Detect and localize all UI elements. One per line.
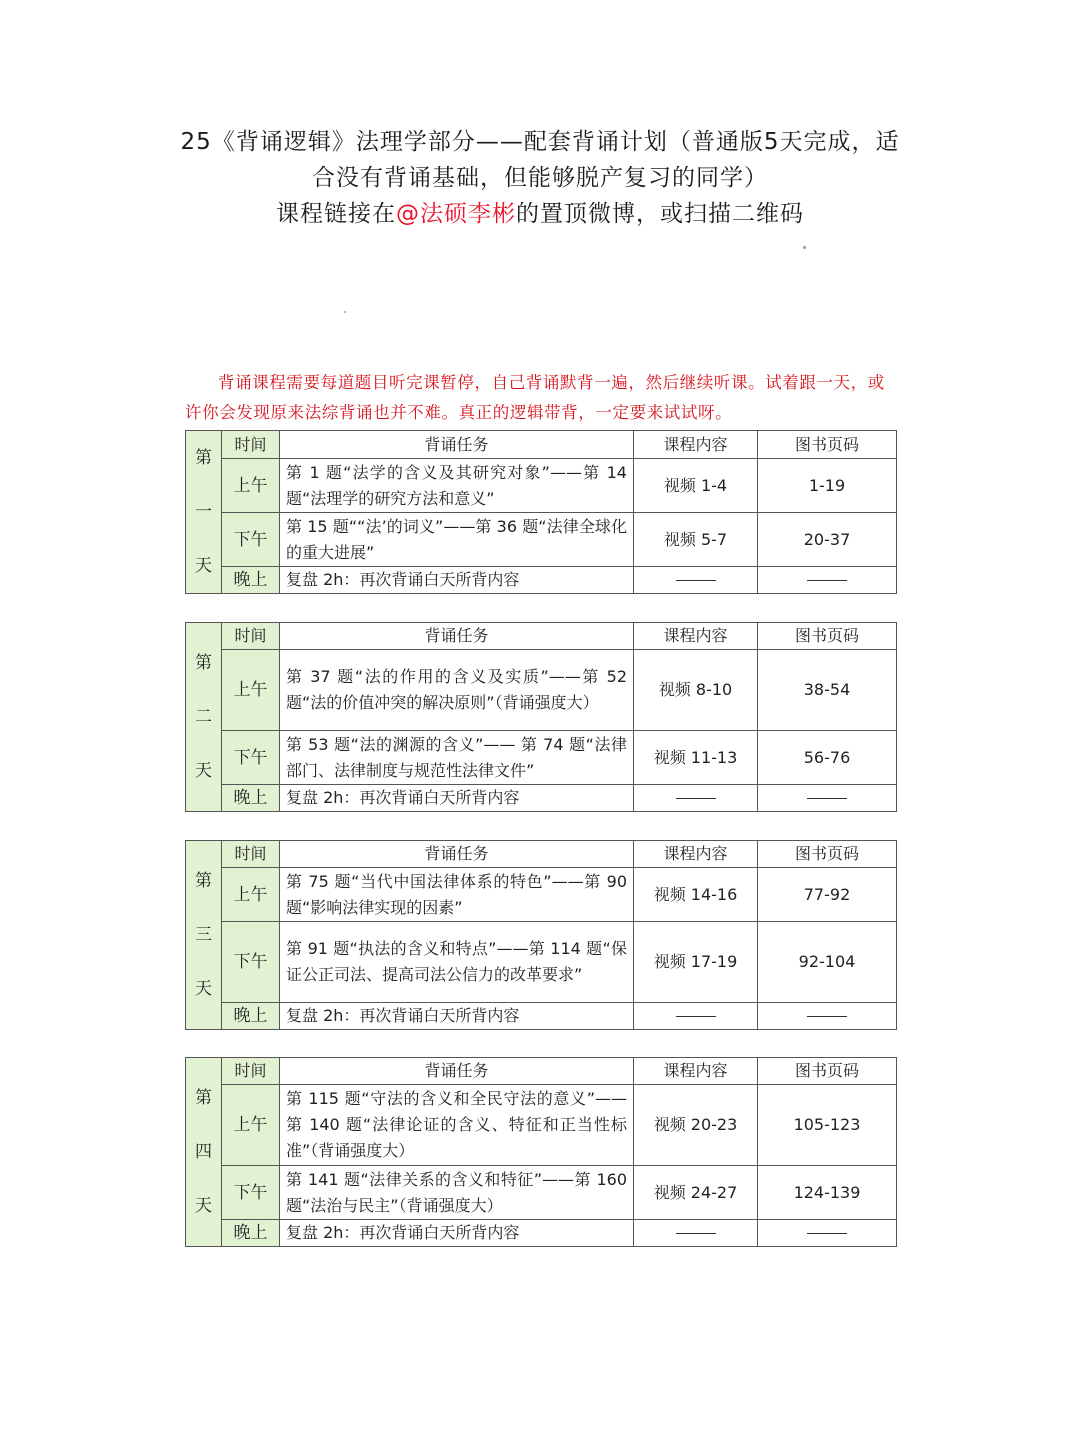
task-cell: 第 53 题“法的渊源的含义”—— 第 74 题“法律部门、法律制度与规范性法律文件” <box>280 731 634 785</box>
pages-cell: 1-19 <box>758 459 897 513</box>
pages-cell: 56-76 <box>758 731 897 785</box>
col-task-header: 背诵任务 <box>280 431 634 459</box>
task-cell: 第 1 题“法学的含义及其研究对象”——第 14 题“法理学的研究方法和意义” <box>280 459 634 513</box>
task-cell: 复盘 2h：再次背诵白天所背内容 <box>280 785 634 812</box>
col-time-header: 时间 <box>222 431 280 459</box>
instruction-notice: 背诵课程需要每道题目听完课暂停，自己背诵默背一遍，然后继续听课。试着跟一天，或许你会发现原来法综背诵也并不难。真正的逻辑带背，一定要来试试呀。 <box>185 373 885 422</box>
col-task-header: 背诵任务 <box>280 1058 634 1085</box>
pages-cell <box>758 1220 897 1247</box>
col-pages-header: 图书页码 <box>758 841 897 868</box>
day-label: 第 一 天 <box>186 431 222 594</box>
dash-placeholder <box>807 1016 847 1017</box>
task-cell: 第 75 题“当代中国法律体系的特色”——第 90 题“影响法律实现的因素” <box>280 868 634 922</box>
time-cell: 晚上 <box>222 1003 280 1030</box>
day-label: 第 二 天 <box>186 623 222 812</box>
day-4-table <box>185 1057 897 1247</box>
table-row <box>186 567 897 594</box>
col-time-header: 时间 <box>222 1058 280 1085</box>
task-cell: 复盘 2h：再次背诵白天所背内容 <box>280 1003 634 1030</box>
time-cell: 下午 <box>222 513 280 567</box>
task-cell: 第 115 题“守法的含义和全民守法的意义”——第 140 题“法律论证的含义、特征和正当性标准”（背诵强度大） <box>280 1085 634 1166</box>
dash-placeholder <box>676 798 716 799</box>
col-pages-header: 图书页码 <box>758 431 897 459</box>
title-line-2: 合没有背诵基础，但能够脱产复习的同学） <box>312 165 768 191</box>
time-cell: 下午 <box>222 922 280 1003</box>
dash-placeholder <box>807 1233 847 1234</box>
day-label: 第 四 天 <box>186 1058 222 1247</box>
col-course-header: 课程内容 <box>634 623 758 650</box>
col-course-header: 课程内容 <box>634 841 758 868</box>
speck-mark <box>344 311 346 313</box>
table-row <box>186 513 897 567</box>
time-cell: 晚上 <box>222 1220 280 1247</box>
title-block <box>150 124 930 232</box>
day-1-table <box>185 430 897 594</box>
pages-cell <box>758 1003 897 1030</box>
time-cell: 晚上 <box>222 567 280 594</box>
table-row <box>186 1166 897 1220</box>
title-suffix: 的置顶微博，或扫描二维码 <box>516 201 804 227</box>
course-cell <box>634 1220 758 1247</box>
table-row <box>186 785 897 812</box>
table-row <box>186 922 897 1003</box>
pages-cell: 105-123 <box>758 1085 897 1166</box>
dash-placeholder <box>676 1233 716 1234</box>
speck-mark <box>803 246 806 249</box>
weibo-handle[interactable]: @法硕李彬 <box>396 201 516 227</box>
task-cell: 第 141 题“法律关系的含义和特征”——第 160 题“法治与民主”（背诵强度大） <box>280 1166 634 1220</box>
course-cell: 视频 14-16 <box>634 868 758 922</box>
pages-cell: 92-104 <box>758 922 897 1003</box>
course-cell: 视频 17-19 <box>634 922 758 1003</box>
pages-cell: 20-37 <box>758 513 897 567</box>
task-cell: 复盘 2h：再次背诵白天所背内容 <box>280 567 634 594</box>
col-course-header: 课程内容 <box>634 431 758 459</box>
time-cell: 下午 <box>222 1166 280 1220</box>
task-cell: 第 15 题““法’的词义”——第 36 题“法律全球化的重大进展” <box>280 513 634 567</box>
dash-placeholder <box>807 580 847 581</box>
table-row <box>186 459 897 513</box>
course-cell <box>634 785 758 812</box>
table-row <box>186 650 897 731</box>
table-row <box>186 868 897 922</box>
task-cell: 复盘 2h：再次背诵白天所背内容 <box>280 1220 634 1247</box>
col-time-header: 时间 <box>222 841 280 868</box>
dash-placeholder <box>676 580 716 581</box>
course-cell: 视频 8-10 <box>634 650 758 731</box>
time-cell: 晚上 <box>222 785 280 812</box>
course-cell: 视频 11-13 <box>634 731 758 785</box>
title-line-3 <box>150 196 930 232</box>
time-cell: 下午 <box>222 731 280 785</box>
table-row <box>186 1220 897 1247</box>
course-cell: 视频 24-27 <box>634 1166 758 1220</box>
dash-placeholder <box>676 1016 716 1017</box>
day-3-table <box>185 840 897 1030</box>
table-row <box>186 1003 897 1030</box>
course-cell <box>634 1003 758 1030</box>
day-label: 第 三 天 <box>186 841 222 1030</box>
col-task-header: 背诵任务 <box>280 841 634 868</box>
time-cell: 上午 <box>222 868 280 922</box>
title-line-1: 25《背诵逻辑》法理学部分——配套背诵计划（普通版5天完成，适 <box>180 129 900 155</box>
pages-cell: 38-54 <box>758 650 897 731</box>
col-pages-header: 图书页码 <box>758 623 897 650</box>
task-cell: 第 37 题“法的作用的含义及实质”——第 52 题“法的价值冲突的解决原则”（背诵强度大） <box>280 650 634 731</box>
pages-cell: 124-139 <box>758 1166 897 1220</box>
table-row <box>186 1085 897 1166</box>
title-prefix: 课程链接在 <box>276 201 396 227</box>
dash-placeholder <box>807 798 847 799</box>
course-cell <box>634 567 758 594</box>
pages-cell: 77-92 <box>758 868 897 922</box>
time-cell: 上午 <box>222 650 280 731</box>
task-cell: 第 91 题“执法的含义和特点”——第 114 题“保证公正司法、提高司法公信力的改革要求” <box>280 922 634 1003</box>
col-course-header: 课程内容 <box>634 1058 758 1085</box>
course-cell: 视频 1-4 <box>634 459 758 513</box>
time-cell: 上午 <box>222 1085 280 1166</box>
course-cell: 视频 5-7 <box>634 513 758 567</box>
pages-cell <box>758 567 897 594</box>
col-task-header: 背诵任务 <box>280 623 634 650</box>
col-pages-header: 图书页码 <box>758 1058 897 1085</box>
course-cell: 视频 20-23 <box>634 1085 758 1166</box>
pages-cell <box>758 785 897 812</box>
col-time-header: 时间 <box>222 623 280 650</box>
day-2-table <box>185 622 897 812</box>
time-cell: 上午 <box>222 459 280 513</box>
table-row <box>186 731 897 785</box>
